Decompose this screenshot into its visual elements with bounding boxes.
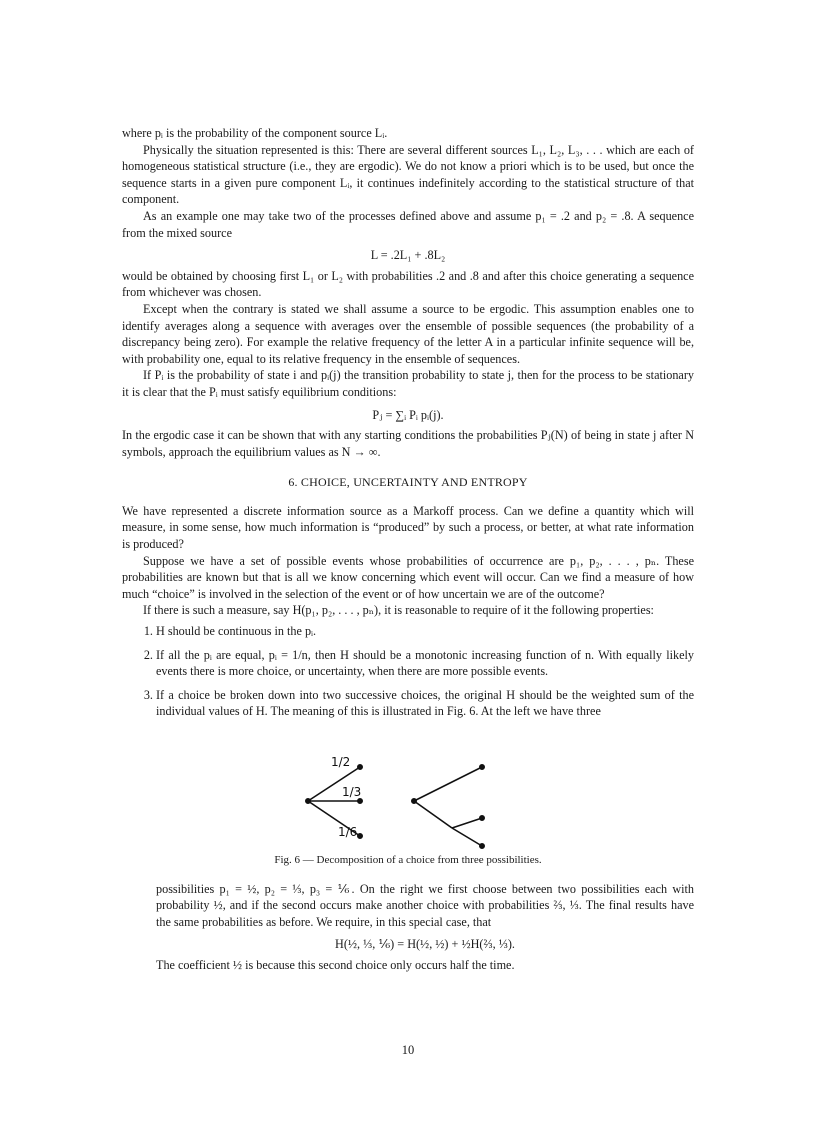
equation: H(½, ⅓, ⅙) = H(½, ½) + ½H(⅔, ⅓). — [335, 937, 515, 952]
label-sixth: 1/6 — [338, 825, 358, 839]
equation: L = .2L₁ + .8L₂ — [370, 248, 446, 263]
label-half: 1/2 — [331, 755, 351, 769]
paragraph: If there is such a measure, say H(p₁, p₂, . . . , pₙ), it is reasonable to require of it the following properties: — [143, 603, 654, 618]
label-third: 1/3 — [342, 785, 362, 799]
paragraph: where pᵢ is the probability of the component source Lᵢ. — [122, 126, 388, 140]
section-title: 6. CHOICE, UNCERTAINTY AND ENTROPY — [288, 475, 528, 490]
continuation — [122, 881, 694, 974]
paragraph: Physically the situation represented is this: There are several different sources L₁, L₂, L₃, . . . which are each of homogeneous statistical structure (i.e., they are ergodic). We do not know a priori which is to be used, but once the sequence starts in a given pure component Lᵢ, it continues indefinitely according to the statistical structure of that component. — [122, 142, 694, 207]
property-list — [122, 623, 694, 720]
figure-caption: Fig. 6 — Decomposition of a choice from three possibilities. — [274, 854, 542, 866]
paragraph: If Pᵢ is the probability of state i and pᵢ(j) the transition probability to state j, then for the process to be stationary it is clear that the Pᵢ must satisfy equilibrium conditions: — [122, 368, 694, 399]
paragraph: We have represented a discrete information source as a Markoff process. Can we define a quantity which will measure, in some sense, how much information is “produced” by such a process, or better, at what rate information is produced? — [122, 503, 694, 552]
equation: Pⱼ = ∑ᵢ Pᵢ pᵢ(j). — [372, 407, 444, 422]
figure-6 — [122, 730, 694, 850]
paragraph: possibilities p₁ = ½, p₂ = ⅓, p₃ = ⅙. On the right we first choose between two possibilities each with probability ½, and if the second occurs make another choice with probabilities ⅔, ⅓. The final results have the same probabilities as before. We require, in this special case, that — [156, 881, 694, 929]
paragraph: In the ergodic case it can be shown that with any starting conditions the probabilities Pⱼ(N) of being in state j after N symbols, approach the equilibrium values as N → ∞. — [122, 428, 694, 459]
choice-tree-diagram — [122, 730, 694, 850]
paragraph: As an example one may take two of the processes defined above and assume p₁ = .2 and p₂ = .8. A sequence from the mixed source — [122, 208, 694, 240]
paragraph: The coefficient ½ is because this second choice only occurs half the time. — [156, 957, 515, 972]
list-item: 2. If all the pᵢ are equal, pᵢ = 1/n, then H should be a monotonic increasing function of n. With equally likely events there is more choice, or uncertainty, when there are more possible events. — [156, 647, 694, 680]
list-item: 1. H should be continuous in the pᵢ. — [156, 623, 694, 640]
page-body — [122, 125, 694, 974]
paragraph: Suppose we have a set of possible events whose probabilities of occurrence are p₁, p₂, . . . , pₙ. These probabilities are known but that is all we know concerning which event will occur. Can we find a measure of how much “choice” is involved in the selection of the event or of how uncertain we are of the outcome? — [122, 553, 694, 601]
page-number: 10 — [401, 1043, 415, 1057]
list-item: 3. If a choice be broken down into two successive choices, the original H should be the weighted sum of the individual values of H. The meaning of this is illustrated in Fig. 6. At the left we have three — [156, 687, 694, 720]
paragraph: Except when the contrary is stated we shall assume a source to be ergodic. This assumption enables one to identify averages along a sequence with averages over the ensemble of possible sequences (the probability of a discrepancy being zero). For example the relative frequency of the letter A in a particular infinite sequence will be, with probability one, equal to its relative frequency in the ensemble of sequences. — [122, 301, 694, 366]
paragraph: would be obtained by choosing first L₁ or L₂ with probabilities .2 and .8 and after this choice generating a sequence from whichever was chosen. — [122, 268, 694, 300]
